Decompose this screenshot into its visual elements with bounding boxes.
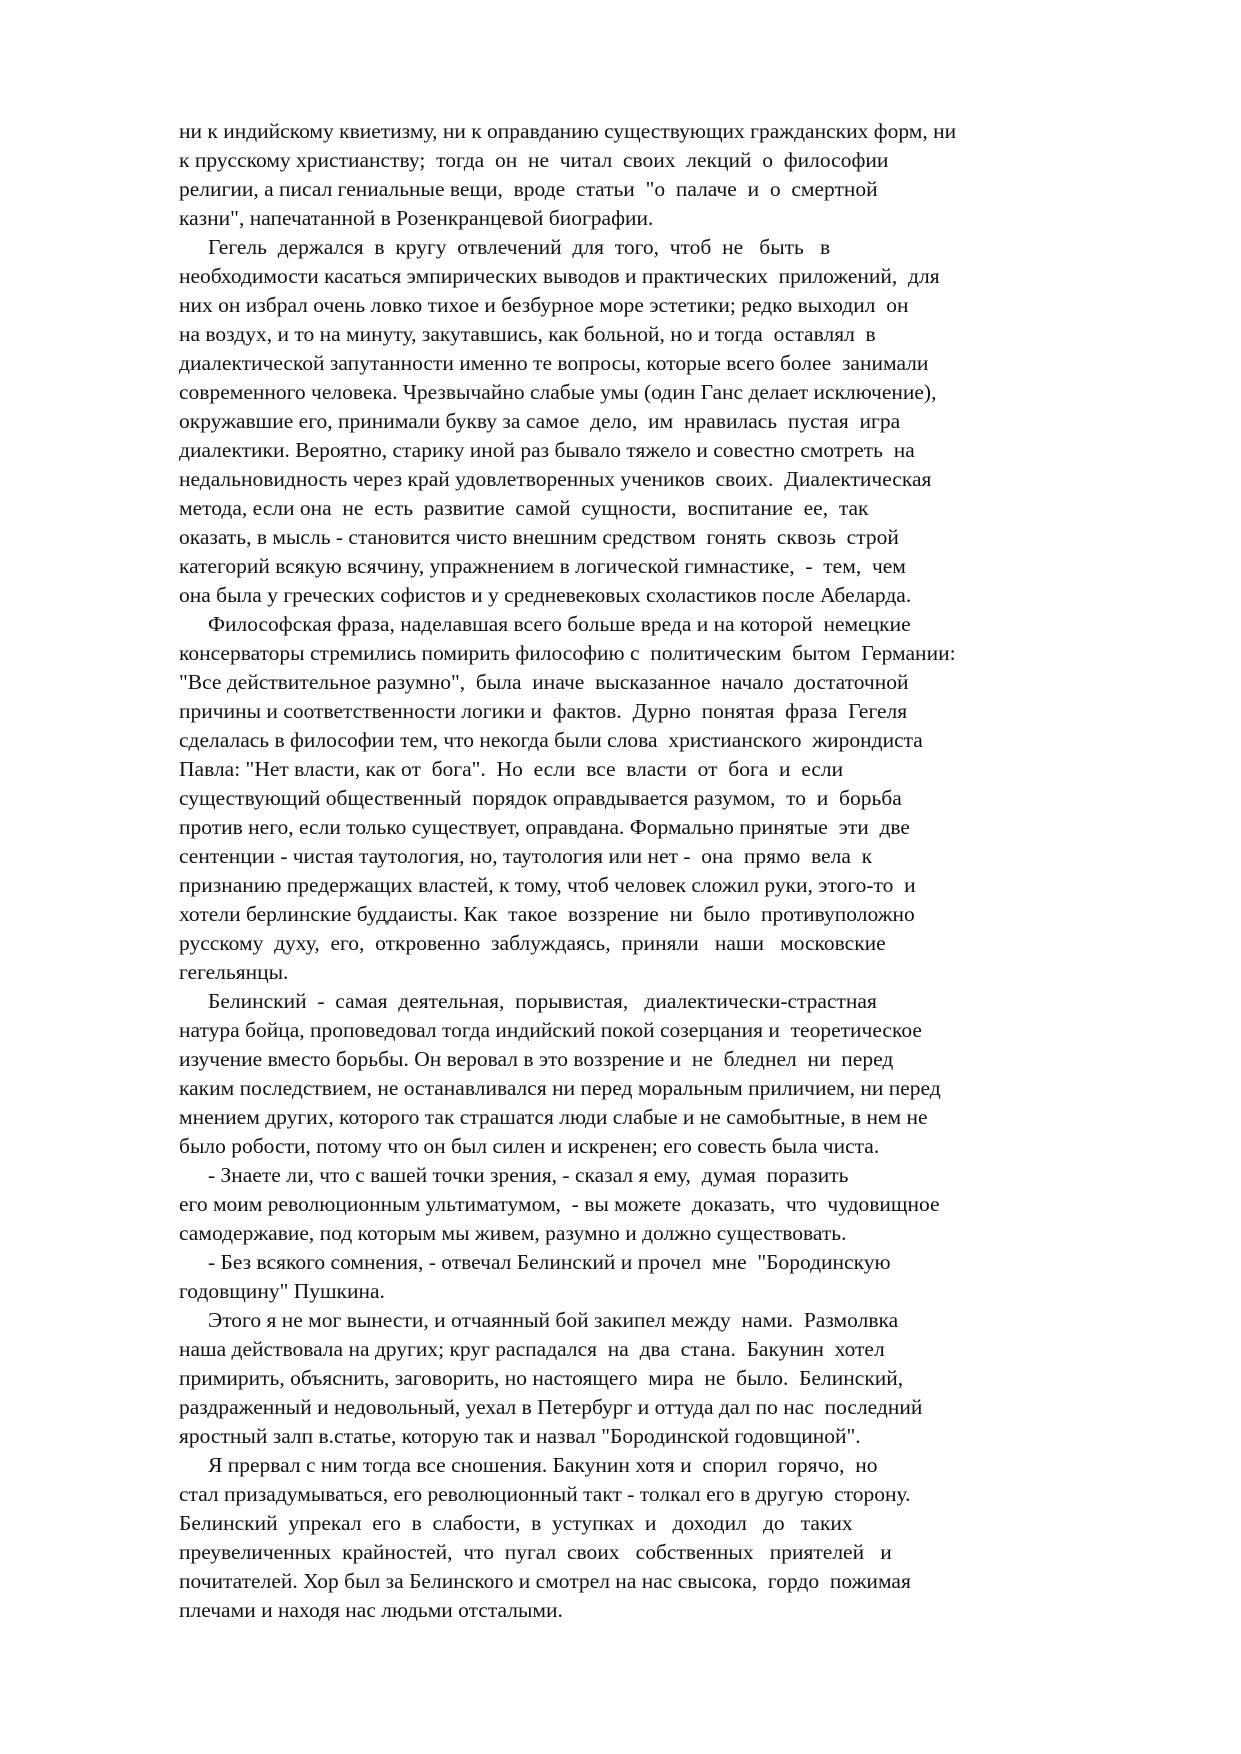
paragraph-start-line: Белинский - самая деятельная, порывистая, диалектически-страстная [208,989,877,1013]
text-line: Белинский упрекал его в слабости, в уступках и доходил до таких [179,1511,853,1535]
text-line: яростный залп в.статье, которую так и назвал "Бородинской годовщиной". [179,1424,861,1448]
text-line: раздраженный и недовольный, уехал в Петербург и оттуда дал по нас последний [179,1395,923,1419]
text-line: религии, а писал гениальные вещи, вроде статьи "о палаче и о смертной [179,177,878,201]
text-line: русскому духу, его, откровенно заблуждаясь, приняли наши московские [179,931,886,955]
text-line: них он избрал очень ловко тихое и безбурное море эстетики; редко выходил он [179,293,909,317]
text-line: изучение вместо борьбы. Он веровал в это воззрение и не бледнел ни перед [179,1047,894,1071]
text-line: натура бойца, проповедовал тогда индийский покой созерцания и теоретическое [179,1018,922,1042]
text-line: хотели берлинские буддаисты. Как такое воззрение ни было противуположно [179,902,915,926]
text-line: было робости, потому что он был силен и искренен; его совесть была чиста. [179,1134,880,1158]
text-line: казни", напечатанной в Розенкранцевой биографии. [179,206,654,230]
text-line: его моим революционным ультиматумом, - вы можете доказать, что чудовищное [179,1192,940,1216]
text-line: консерваторы стремились помирить философию с политическим бытом Германии: [179,641,956,665]
paragraph-start-line: Я прервал с ним тогда все сношения. Бакунин хотя и спорил горячо, но [208,1453,878,1477]
text-line: гегельянцы. [179,960,289,984]
text-line: причины и соответственности логики и фактов. Дурно понятая фраза Гегеля [179,699,908,723]
text-line: современного человека. Чрезвычайно слабые умы (один Ганс делает исключение), [179,380,937,404]
text-line: на воздух, и то на минуту, закутавшись, как больной, но и тогда оставлял в [179,322,876,346]
paragraph-start-line: Философская фраза, наделавшая всего больше вреда и на которой немецкие [208,612,911,636]
text-line: сделалась в философии тем, что некогда были слова христианского жирондиста [179,728,923,752]
text-line: Павла: "Нет власти, как от бога". Но если все власти от бога и если [179,757,844,781]
paragraph-start-line: - Знаете ли, что с вашей точки зрения, - сказал я ему, думая поразить [208,1163,849,1187]
paragraph-start-line: Гегель держался в кругу отвлечений для того, чтоб не быть в [208,235,831,259]
text-line: окружавшие его, принимали букву за самое дело, им нравилась пустая игра [179,409,901,433]
text-line: мнением других, которого так страшатся люди слабые и не самобытные, в нем не [179,1105,928,1129]
text-line: против него, если только существует, оправдана. Формально принятые эти две [179,815,910,839]
text-line: плечами и находя нас людьми отсталыми. [179,1598,563,1622]
text-line: почитателей. Хор был за Белинского и смотрел на нас свысока, гордо пожимая [179,1569,911,1593]
text-line: самодержавие, под которым мы живем, разумно и должно существовать. [179,1221,847,1245]
text-line: к прусскому христианству; тогда он не читал своих лекций о философии [179,148,889,172]
text-line: оказать, в мысль - становится чисто внешним средством гонять сквозь строй [179,525,899,549]
text-line: сентенции - чистая таутология, но, таутология или нет - она прямо вела к [179,844,873,868]
text-line: "Все действительное разумно", была иначе высказанное начало достаточной [179,670,909,694]
text-line: примирить, объяснить, заговорить, но настоящего мира не было. Белинский, [179,1366,904,1390]
text-line: необходимости касаться эмпирических выводов и практических приложений, для [179,264,940,288]
text-line: годовщину" Пушкина. [179,1279,385,1303]
text-line: преувеличенных крайностей, что пугал своих собственных приятелей и [179,1540,892,1564]
text-line: метода, если она не есть развитие самой сущности, воспитание ее, так [179,496,869,520]
text-line: признанию предержащих властей, к тому, чтоб человек сложил руки, этого-то и [179,873,916,897]
text-line: диалектики. Вероятно, старику иной раз бывало тяжело и совестно смотреть на [179,438,915,462]
text-line: стал призадумываться, его революционный такт - толкал его в другую сторону. [179,1482,911,1506]
text-line: существующий общественный порядок оправдывается разумом, то и борьба [179,786,902,810]
text-line: диалектической запутанности именно те вопросы, которые всего более занимали [179,351,929,375]
text-line: ни к индийскому квиетизму, ни к оправданию существующих гражданских форм, ни [179,119,957,143]
text-line: она была у греческих софистов и у средневековых схоластиков после Абеларда. [179,583,912,607]
text-line: наша действовала на других; круг распадался на два стана. Бакунин хотел [179,1337,885,1361]
text-line: каким последствием, не останавливался ни перед моральным приличием, ни перед [179,1076,941,1100]
document-body [179,117,1109,1625]
paragraph-start-line: Этого я не мог вынести, и отчаянный бой закипел между нами. Размолвка [208,1308,899,1332]
text-line: недальновидность через край удовлетворенных учеников своих. Диалектическая [179,467,932,491]
paragraph-start-line: - Без всякого сомнения, - отвечал Белинский и прочел мне "Бородинскую [208,1250,891,1274]
text-line: категорий всякую всячину, упражнением в логической гимнастике, - тем, чем [179,554,906,578]
